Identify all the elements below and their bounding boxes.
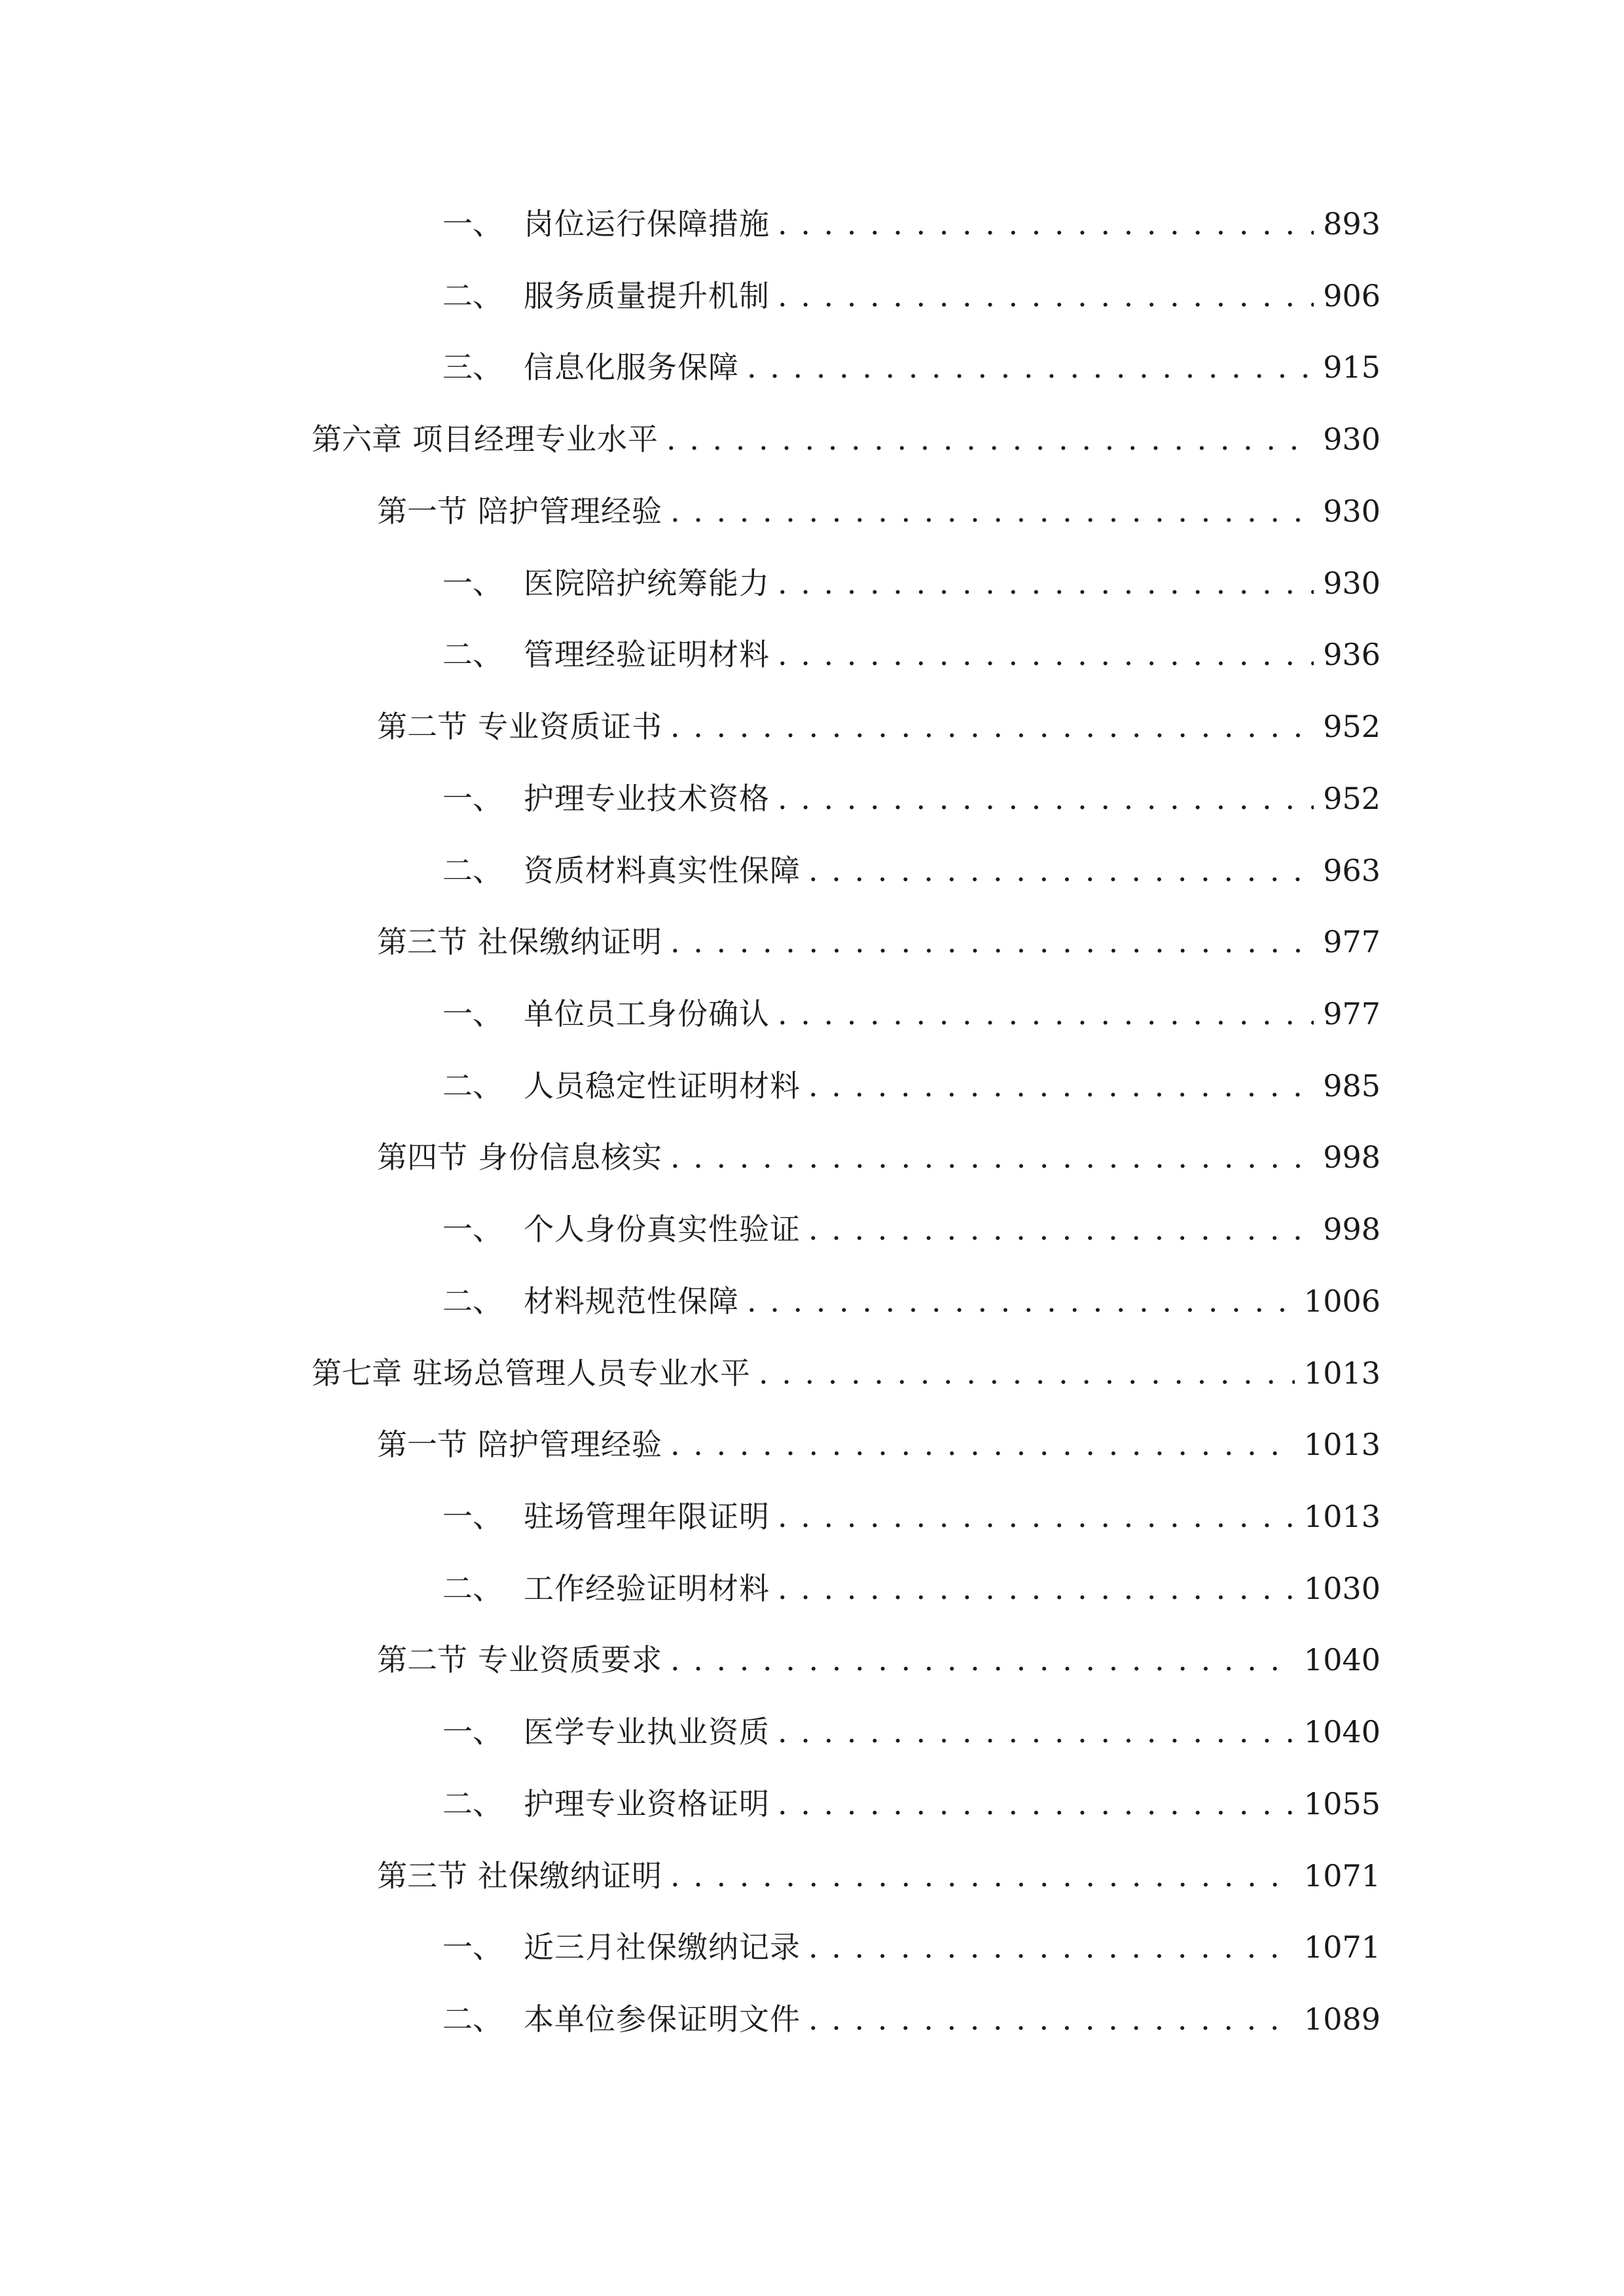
dot-leader [808,2000,1295,2039]
toc-entry[interactable] [312,406,1380,459]
toc-entry-number: 第七章 [312,1355,402,1391]
toc-entry-title: 本单位参保证明文件 [524,2001,801,2037]
toc-entry[interactable] [442,1556,1380,1608]
toc-entry-number: 一、 [442,206,503,242]
toc-entry-page: 1013 [1303,1355,1380,1391]
toc-entry-number: 一、 [442,1211,503,1247]
toc-entry-title: 社保缴纳证明 [478,924,662,960]
toc-entry-number: 第二节 [377,1642,467,1677]
dot-leader [778,1569,1295,1608]
dot-leader [670,707,1314,746]
toc-entry-page: 963 [1323,853,1380,888]
toc-entry[interactable] [442,1268,1380,1321]
toc-entry-title: 护理专业技术资格 [524,781,770,816]
toc-entry-title: 资质材料真实性保障 [524,853,801,888]
toc-entry[interactable] [442,1196,1380,1249]
toc-entry-number: 第四节 [377,1139,467,1175]
toc-entry[interactable] [442,766,1380,818]
dot-leader [670,1640,1295,1679]
toc-entry-title: 信息化服务保障 [524,350,739,385]
toc-entry-number: 二、 [442,2001,503,2037]
dot-leader [778,204,1314,243]
toc-entry-number: 第三节 [377,1858,467,1893]
toc-entry[interactable] [377,1412,1380,1464]
toc-entry-page: 1040 [1303,1714,1380,1749]
dot-leader [670,1138,1314,1177]
toc-entry-page: 906 [1323,278,1380,314]
toc-entry-title: 岗位运行保障措施 [524,206,770,242]
toc-entry-number: 第二节 [377,709,467,744]
toc-entry-page: 977 [1323,924,1380,960]
dot-leader [808,1066,1314,1105]
toc-entry-page: 952 [1323,781,1380,816]
dot-leader [778,1784,1295,1823]
toc-entry-page: 1055 [1303,1786,1380,1821]
toc-entry-title: 工作经验证明材料 [524,1571,770,1606]
toc-entry-title: 单位员工身份确认 [524,996,770,1031]
toc-entry[interactable] [377,1627,1380,1679]
toc-entry-page: 998 [1323,1211,1380,1247]
toc-entry[interactable] [442,263,1380,315]
toc-entry[interactable] [377,694,1380,746]
toc-entry[interactable] [442,981,1380,1033]
toc-entry-number: 第一节 [377,493,467,529]
toc-entry[interactable] [442,1914,1380,1967]
toc-entry[interactable] [442,1484,1380,1536]
toc-entry-number: 第一节 [377,1427,467,1462]
dot-leader [778,994,1314,1033]
dot-leader [670,1856,1295,1895]
toc-entry-page: 915 [1323,350,1380,385]
toc-entry-title: 专业资质证书 [478,709,662,744]
toc-entry-number: 二、 [442,853,503,888]
toc-entry-title: 社保缴纳证明 [478,1858,662,1893]
toc-entry[interactable] [312,1340,1380,1393]
dot-leader [808,851,1314,890]
toc-entry-title: 项目经理专业水平 [412,422,659,457]
toc-entry-title: 护理专业资格证明 [524,1786,770,1821]
toc-entry[interactable] [377,1843,1380,1895]
toc-entry-page: 952 [1323,709,1380,744]
toc-entry-title: 人员稳定性证明材料 [524,1068,801,1103]
dot-leader [778,1497,1295,1536]
toc-entry-number: 一、 [442,1499,503,1534]
toc-entry[interactable] [442,1053,1380,1105]
toc-entry[interactable] [442,1986,1380,2039]
toc-entry-number: 一、 [442,565,503,601]
dot-leader [666,420,1314,459]
toc-entry[interactable] [377,1124,1380,1177]
toc-entry[interactable] [442,191,1380,243]
dot-leader [778,276,1314,315]
toc-entry-page: 1089 [1303,2001,1380,2037]
toc-entry-number: 二、 [442,637,503,672]
toc-entry[interactable] [442,838,1380,890]
toc-entry-title: 陪护管理经验 [478,1427,662,1462]
toc-entry[interactable] [442,1771,1380,1823]
toc-entry-title: 近三月社保缴纳记录 [524,1929,801,1965]
toc-entry[interactable] [377,909,1380,961]
toc-entry-number: 二、 [442,1283,503,1319]
toc-entry-title: 管理经验证明材料 [524,637,770,672]
toc-entry[interactable] [442,550,1380,603]
toc-entry-title: 个人身份真实性验证 [524,1211,801,1247]
dot-leader [808,1210,1314,1249]
toc-entry-number: 一、 [442,781,503,816]
toc-entry-title: 陪护管理经验 [478,493,662,529]
dot-leader [778,635,1314,674]
toc-entry-page: 930 [1323,422,1380,457]
dot-leader [778,564,1314,603]
toc-entry-page: 1040 [1303,1642,1380,1677]
toc-entry-title: 医院陪护统筹能力 [524,565,770,601]
toc-entry-number: 二、 [442,1786,503,1821]
toc-entry-number: 二、 [442,1068,503,1103]
toc-entry-title: 材料规范性保障 [524,1283,739,1319]
toc-entry-page: 1006 [1303,1283,1380,1319]
toc-entry-number: 二、 [442,278,503,314]
dot-leader [747,1282,1295,1321]
toc-entry-page: 893 [1323,206,1380,242]
toc-entry-page: 977 [1323,996,1380,1031]
toc-entry-title: 服务质量提升机制 [524,278,770,314]
toc-entry-number: 第六章 [312,422,402,457]
dot-leader [670,1425,1295,1464]
toc-entry-page: 1071 [1303,1858,1380,1893]
toc-entry-page: 930 [1323,493,1380,529]
toc-entry-title: 专业资质要求 [478,1642,662,1677]
dot-leader [778,779,1314,818]
dot-leader [747,348,1314,387]
toc-entry-number: 第三节 [377,924,467,960]
toc-entry-title: 驻场管理年限证明 [524,1499,770,1534]
toc-entry-page: 930 [1323,565,1380,601]
toc-entry[interactable] [442,334,1380,387]
dot-leader [808,1928,1295,1967]
toc-entry[interactable] [442,622,1380,674]
toc-entry-number: 一、 [442,1714,503,1749]
dot-leader [778,1712,1295,1751]
toc-entry-page: 985 [1323,1068,1380,1103]
toc-entry-page: 1013 [1303,1499,1380,1534]
toc-entry-page: 1030 [1303,1571,1380,1606]
toc-entry[interactable] [377,478,1380,531]
toc-entry-number: 二、 [442,1571,503,1606]
toc-entry-title: 医学专业执业资质 [524,1714,770,1749]
dot-leader [759,1354,1295,1393]
toc-entry-page: 936 [1323,637,1380,672]
toc-entry-page: 1013 [1303,1427,1380,1462]
dot-leader [670,492,1314,531]
toc-entry-page: 1071 [1303,1929,1380,1965]
toc-entry-page: 998 [1323,1139,1380,1175]
toc-entry-number: 一、 [442,1929,503,1965]
toc-entry[interactable] [442,1699,1380,1751]
toc-entry-title: 驻场总管理人员专业水平 [412,1355,751,1391]
toc-entry-title: 身份信息核实 [478,1139,662,1175]
dot-leader [670,922,1314,961]
toc-entry-number: 一、 [442,996,503,1031]
toc-entry-number: 三、 [442,350,503,385]
